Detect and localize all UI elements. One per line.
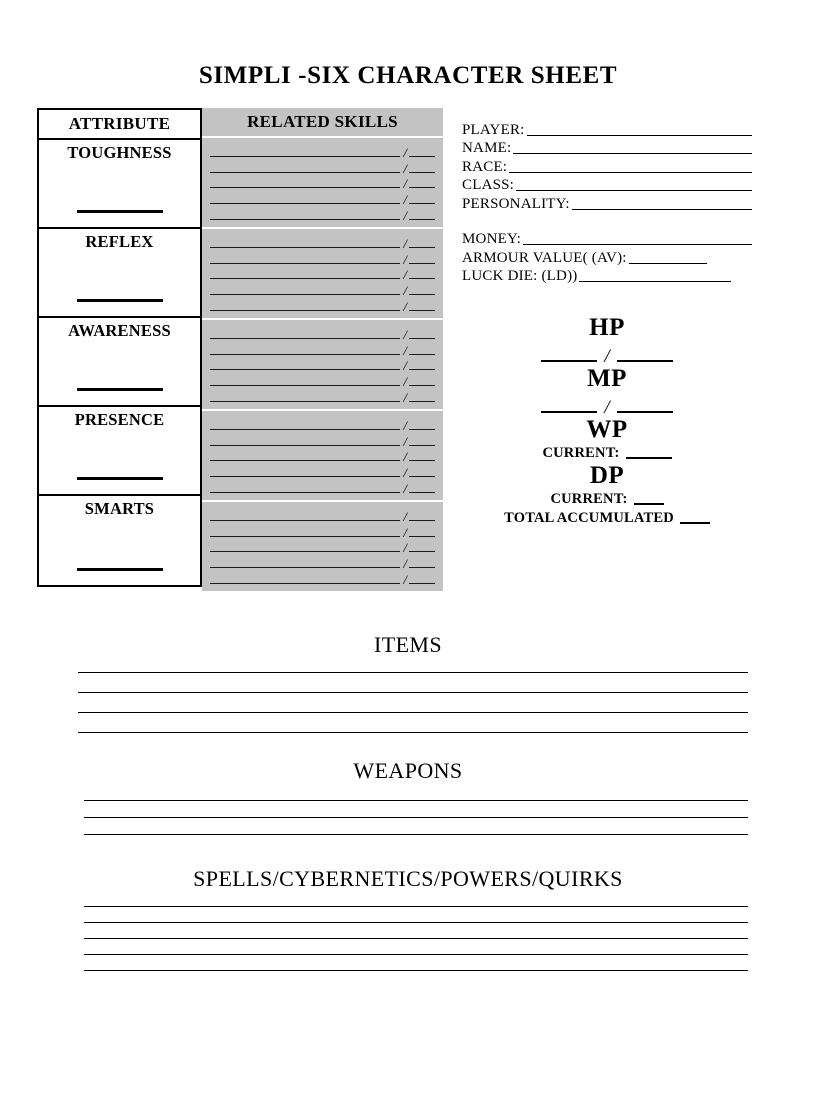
skill-rank-blank[interactable]	[409, 445, 435, 446]
spells-write-in-lines	[84, 906, 748, 986]
skill-entry-row[interactable]	[210, 556, 435, 570]
skill-entry-row[interactable]	[210, 540, 435, 554]
field-blank[interactable]	[572, 209, 752, 210]
dp-total-label: TOTAL ACCUMULATED	[504, 510, 674, 526]
skill-separator: /	[403, 267, 407, 283]
skill-separator: /	[403, 572, 407, 588]
attribute-name: PRESENCE	[74, 410, 165, 429]
skill-name-blank[interactable]	[210, 219, 400, 220]
skill-name-blank[interactable]	[210, 187, 400, 188]
field-money[interactable]	[462, 230, 752, 249]
skill-name-blank[interactable]	[210, 156, 400, 157]
attribute-cell-presence	[39, 407, 200, 496]
skill-name-blank[interactable]	[210, 172, 400, 173]
field-race[interactable]	[462, 157, 752, 176]
skill-separator: /	[403, 176, 407, 192]
skill-separator: /	[403, 449, 407, 465]
attribute-cell-toughness	[39, 140, 200, 229]
skill-entry-row[interactable]	[210, 252, 435, 266]
skill-rank-blank[interactable]	[409, 219, 435, 220]
skill-entry-row[interactable]	[210, 236, 435, 250]
skill-entry-row[interactable]	[210, 145, 435, 159]
field-luck-die[interactable]	[462, 267, 752, 286]
items-write-in-lines	[78, 672, 748, 752]
attribute-name: SMARTS	[84, 499, 155, 518]
skill-rank-blank[interactable]	[409, 338, 435, 339]
write-in-line[interactable]	[84, 970, 748, 971]
skill-rank-blank[interactable]	[409, 567, 435, 568]
skill-rank-blank[interactable]	[409, 551, 435, 552]
skill-separator: /	[403, 465, 407, 481]
write-in-line[interactable]	[78, 712, 748, 713]
wp-current-label: CURRENT:	[542, 445, 620, 461]
field-blank[interactable]	[629, 263, 707, 264]
skill-separator: /	[403, 556, 407, 572]
skills-block-smarts	[202, 502, 443, 591]
skill-entry-row[interactable]	[210, 192, 435, 206]
weapons-write-in-lines	[84, 800, 748, 851]
skill-entry-row[interactable]	[210, 343, 435, 357]
skill-rank-blank[interactable]	[409, 263, 435, 264]
skills-block-presence	[202, 411, 443, 500]
related-skills-column-header: RELATED SKILLS	[202, 108, 443, 136]
skill-name-blank[interactable]	[210, 354, 400, 355]
skill-entry-row[interactable]	[210, 434, 435, 448]
skill-entry-row[interactable]	[210, 374, 435, 388]
skill-rank-blank[interactable]	[409, 187, 435, 188]
write-in-line[interactable]	[78, 672, 748, 673]
dp-total-blank[interactable]	[680, 522, 710, 524]
dp-current-row[interactable]	[462, 489, 752, 508]
skill-separator: /	[403, 235, 407, 251]
skill-name-blank[interactable]	[210, 445, 400, 446]
skill-entry-row[interactable]	[210, 509, 435, 523]
skill-separator: /	[403, 540, 407, 556]
dp-current-label: CURRENT:	[550, 491, 628, 507]
field-label: NAME:	[462, 140, 512, 156]
skill-entry-row[interactable]	[210, 267, 435, 281]
skill-name-blank[interactable]	[210, 536, 400, 537]
attribute-cell-reflex	[39, 229, 200, 318]
attribute-value-blank[interactable]	[77, 477, 163, 480]
mp-label: MP	[587, 365, 627, 392]
wp-current-blank[interactable]	[626, 457, 672, 459]
attribute-column-header: ATTRIBUTE	[39, 110, 200, 140]
skill-entry-row[interactable]	[210, 449, 435, 463]
write-in-line[interactable]	[84, 938, 748, 939]
field-blank[interactable]	[579, 281, 731, 282]
field-group-divider	[462, 213, 752, 230]
mp-values[interactable]	[462, 392, 752, 416]
dp-label: DP	[589, 462, 625, 489]
skill-name-blank[interactable]	[210, 583, 400, 584]
section-title-items: ITEMS	[374, 632, 442, 657]
field-class[interactable]	[462, 176, 752, 195]
mp-separator: /	[604, 397, 610, 418]
hp-values[interactable]	[462, 341, 752, 365]
write-in-line[interactable]	[84, 834, 748, 835]
skill-entry-row[interactable]	[210, 572, 435, 586]
field-label: LUCK DIE: (LD))	[462, 268, 578, 284]
skill-name-blank[interactable]	[210, 567, 400, 568]
skill-name-blank[interactable]	[210, 310, 400, 311]
skill-separator: /	[403, 433, 407, 449]
field-armour-value[interactable]	[462, 248, 752, 267]
skill-name-blank[interactable]	[210, 429, 400, 430]
mp-max-blank[interactable]	[617, 411, 673, 413]
skill-name-blank[interactable]	[210, 338, 400, 339]
skill-name-blank[interactable]	[210, 203, 400, 204]
field-player[interactable]	[462, 120, 752, 139]
skill-entry-row[interactable]	[210, 283, 435, 297]
skill-entry-row[interactable]	[210, 327, 435, 341]
field-label: RACE:	[462, 158, 508, 175]
attribute-name: AWARENESS	[68, 321, 171, 340]
field-blank[interactable]	[527, 135, 752, 136]
skill-rank-blank[interactable]	[409, 385, 435, 386]
skill-separator: /	[403, 160, 407, 176]
page-title: SIMPLI -SIX CHARACTER SHEET	[198, 62, 618, 89]
field-label: ARMOUR VALUE( (AV):	[462, 249, 627, 266]
skill-entry-row[interactable]	[210, 465, 435, 479]
write-in-line[interactable]	[84, 800, 748, 801]
skill-name-blank[interactable]	[210, 401, 400, 402]
skill-name-blank[interactable]	[210, 520, 400, 521]
field-label: CLASS:	[462, 177, 515, 193]
write-in-line[interactable]	[84, 922, 748, 923]
skill-rank-blank[interactable]	[409, 476, 435, 477]
skill-separator: /	[403, 342, 407, 358]
skills-block-awareness	[202, 320, 443, 409]
hp-current-blank[interactable]	[541, 360, 597, 362]
skill-entry-row[interactable]	[210, 176, 435, 190]
dp-total-row[interactable]	[462, 508, 752, 527]
skill-name-blank[interactable]	[210, 247, 400, 248]
hp-label: HP	[589, 314, 625, 341]
attribute-column	[37, 108, 202, 587]
dp-current-blank[interactable]	[634, 503, 664, 505]
related-skills-column	[202, 108, 443, 591]
skill-separator: /	[403, 208, 407, 224]
character-info-panel	[462, 120, 752, 285]
hp-max-blank[interactable]	[617, 360, 673, 362]
skill-rank-blank[interactable]	[409, 203, 435, 204]
skill-rank-blank[interactable]	[409, 429, 435, 430]
skill-rank-blank[interactable]	[409, 247, 435, 248]
field-name[interactable]	[462, 139, 752, 158]
skill-name-blank[interactable]	[210, 385, 400, 386]
skill-name-blank[interactable]	[210, 263, 400, 264]
wp-label: WP	[586, 416, 628, 443]
skill-entry-row[interactable]	[210, 418, 435, 432]
skill-entry-row[interactable]	[210, 390, 435, 404]
skill-rank-blank[interactable]	[409, 156, 435, 157]
skill-separator: /	[403, 144, 407, 160]
skill-name-blank[interactable]	[210, 476, 400, 477]
field-blank[interactable]	[523, 244, 752, 245]
hp-separator: /	[604, 346, 610, 367]
attribute-name: TOUGHNESS	[67, 143, 172, 162]
skill-name-blank[interactable]	[210, 492, 400, 493]
skill-separator: /	[403, 508, 407, 524]
field-personality[interactable]	[462, 194, 752, 213]
skill-rank-blank[interactable]	[409, 278, 435, 279]
skill-entry-row[interactable]	[210, 161, 435, 175]
skill-name-blank[interactable]	[210, 460, 400, 461]
skills-block-toughness	[202, 138, 443, 227]
skill-name-blank[interactable]	[210, 551, 400, 552]
write-in-line[interactable]	[78, 692, 748, 693]
skill-rank-blank[interactable]	[409, 492, 435, 493]
skill-rank-blank[interactable]	[409, 172, 435, 173]
write-in-line[interactable]	[84, 954, 748, 955]
attribute-name: REFLEX	[85, 232, 154, 251]
section-title-weapons: WEAPONS	[353, 758, 463, 783]
field-label: PERSONALITY:	[462, 195, 570, 212]
skill-separator: /	[403, 326, 407, 342]
skill-rank-blank[interactable]	[409, 369, 435, 370]
skill-name-blank[interactable]	[210, 278, 400, 279]
skill-separator: /	[403, 299, 407, 315]
attribute-value-blank[interactable]	[77, 299, 163, 302]
skill-separator: /	[403, 374, 407, 390]
section-title-spells: SPELLS/CYBERNETICS/POWERS/QUIRKS	[193, 866, 623, 891]
skill-entry-row[interactable]	[210, 481, 435, 495]
skill-separator: /	[403, 192, 407, 208]
skill-separator: /	[403, 524, 407, 540]
skill-rank-blank[interactable]	[409, 536, 435, 537]
skill-separator: /	[403, 358, 407, 374]
skill-rank-blank[interactable]	[409, 354, 435, 355]
skill-entry-row[interactable]	[210, 358, 435, 372]
skill-rank-blank[interactable]	[409, 460, 435, 461]
field-blank[interactable]	[513, 153, 752, 154]
write-in-line[interactable]	[84, 817, 748, 818]
skill-separator: /	[403, 481, 407, 497]
attribute-value-blank[interactable]	[77, 388, 163, 391]
skill-entry-row[interactable]	[210, 525, 435, 539]
skill-name-blank[interactable]	[210, 369, 400, 370]
wp-current-row[interactable]	[462, 443, 752, 462]
skill-separator: /	[403, 283, 407, 299]
skill-entry-row[interactable]	[210, 208, 435, 222]
attribute-value-blank[interactable]	[77, 210, 163, 213]
skill-rank-blank[interactable]	[409, 310, 435, 311]
skills-block-reflex	[202, 229, 443, 318]
pools-panel	[462, 314, 752, 527]
field-label: PLAYER:	[462, 121, 525, 138]
skill-separator: /	[403, 417, 407, 433]
skill-rank-blank[interactable]	[409, 401, 435, 402]
skill-name-blank[interactable]	[210, 294, 400, 295]
field-label: MONEY:	[462, 231, 521, 247]
skill-rank-blank[interactable]	[409, 520, 435, 521]
attribute-cell-smarts	[39, 496, 200, 585]
field-blank[interactable]	[509, 172, 752, 173]
write-in-line[interactable]	[84, 906, 748, 907]
skill-rank-blank[interactable]	[409, 583, 435, 584]
mp-current-blank[interactable]	[541, 411, 597, 413]
attribute-value-blank[interactable]	[77, 568, 163, 571]
skill-rank-blank[interactable]	[409, 294, 435, 295]
write-in-line[interactable]	[78, 732, 748, 733]
skill-entry-row[interactable]	[210, 299, 435, 313]
attribute-cell-awareness	[39, 318, 200, 407]
field-blank[interactable]	[516, 190, 752, 191]
skill-separator: /	[403, 390, 407, 406]
skill-separator: /	[403, 251, 407, 267]
